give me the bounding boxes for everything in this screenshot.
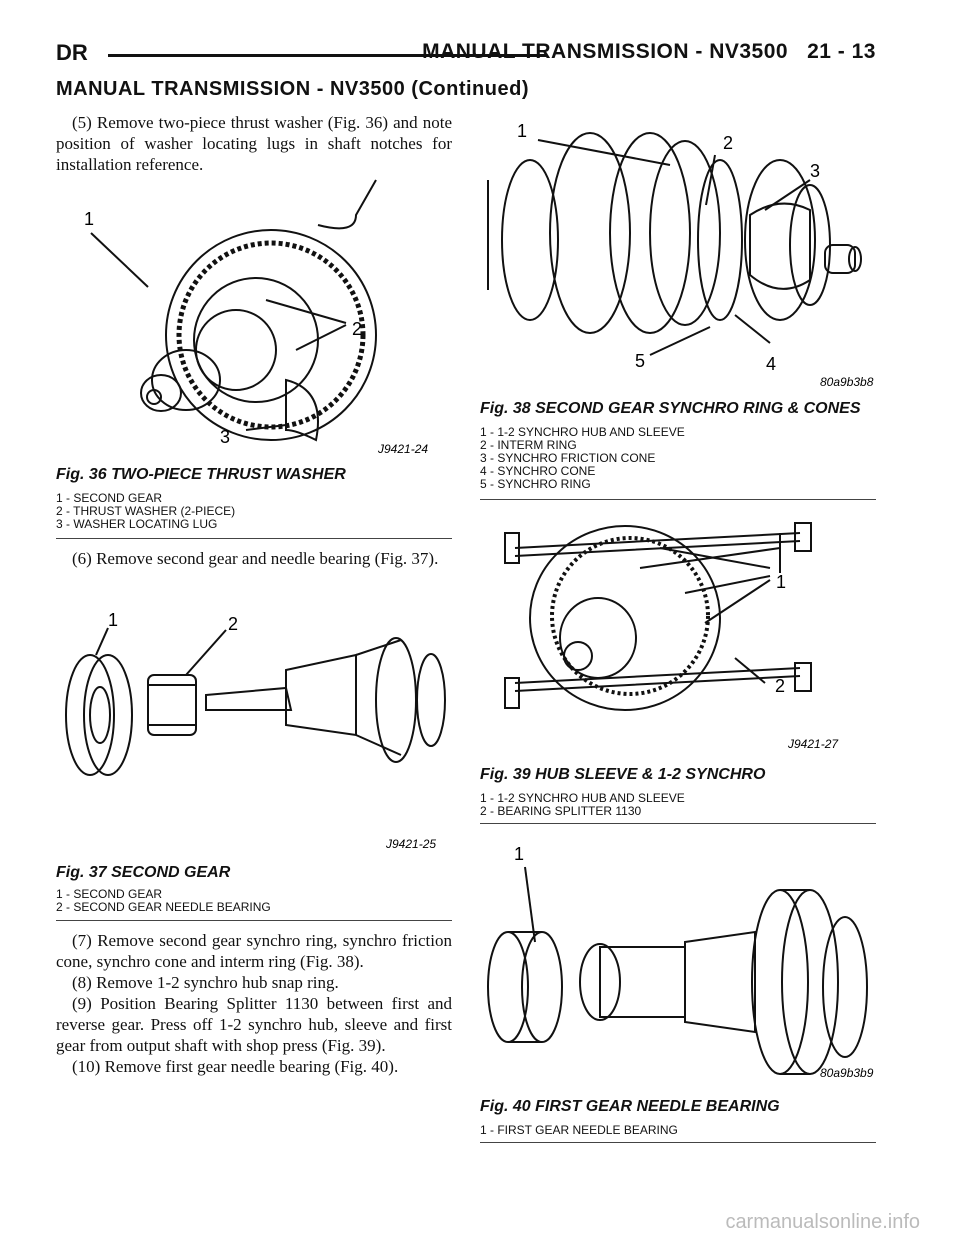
page-number: 21 - 13 — [807, 40, 876, 63]
divider — [480, 823, 876, 824]
legend-item: 2 - INTERM RING — [480, 438, 577, 452]
figure-39 — [480, 508, 876, 758]
legend-item: 1 - SECOND GEAR — [56, 491, 163, 505]
fig38-legend — [480, 426, 685, 491]
figure-40 — [480, 832, 876, 1087]
legend-item: 2 - THRUST WASHER (2-PIECE) — [56, 504, 236, 518]
section-title: MANUAL TRANSMISSION - NV3500 (Continued) — [56, 78, 529, 100]
legend-item: 2 - BEARING SPLITTER 1130 — [480, 804, 642, 818]
synchro-ring-illustration — [480, 105, 876, 395]
svg-text:J9421-24: J9421-24 — [378, 442, 429, 456]
svg-text:1: 1 — [514, 844, 525, 864]
divider — [480, 1142, 876, 1143]
fig37-caption: Fig. 37 SECOND GEAR — [56, 864, 231, 881]
divider — [56, 538, 452, 539]
fig37-legend — [56, 888, 271, 914]
svg-text:80a9b3b9: 80a9b3b9 — [820, 1066, 874, 1080]
svg-text:3: 3 — [220, 427, 231, 447]
second-gear-illustration — [56, 600, 452, 860]
figure-37 — [56, 600, 452, 860]
legend-item: 5 - SYNCHRO RING — [480, 477, 591, 491]
step-5: (5) Remove two-piece thrust washer (Fig. 36) and note position of washer locating lugs in shaft notches for installation reference. — [56, 113, 452, 174]
needle-bearing-illustration — [480, 832, 876, 1087]
fig40-legend — [480, 1124, 678, 1137]
step-9: (9) Position Bearing Splitter 1130 between first and reverse gear. Press off 1-2 synchro hub, sleeve and first gear from output shaft with shop press (Fig. 39). — [56, 994, 452, 1055]
svg-text:2: 2 — [352, 319, 363, 339]
thrust-washer-illustration — [56, 175, 452, 460]
bearing-splitter-illustration — [480, 508, 876, 758]
figure-36 — [56, 175, 452, 460]
legend-item: 3 - WASHER LOCATING LUG — [56, 517, 218, 531]
fig38-caption: Fig. 38 SECOND GEAR SYNCHRO RING & CONES — [480, 400, 861, 417]
fig36-legend — [56, 492, 235, 531]
fig39-caption: Fig. 39 HUB SLEEVE & 1-2 SYNCHRO — [480, 766, 766, 783]
divider — [480, 499, 876, 500]
legend-item: 1 - SECOND GEAR — [56, 887, 163, 901]
page-header — [56, 38, 876, 68]
svg-text:J9421-25: J9421-25 — [386, 837, 437, 851]
legend-item: 1 - 1-2 SYNCHRO HUB AND SLEEVE — [480, 791, 685, 805]
figure-38 — [480, 105, 876, 395]
legend-item: 4 - SYNCHRO CONE — [480, 464, 596, 478]
divider — [56, 920, 452, 921]
step-8: (8) Remove 1-2 synchro hub snap ring. — [72, 973, 339, 992]
step-7: (7) Remove second gear synchro ring, synchro friction cone, synchro cone and interm ring (Fig. 38). — [56, 931, 452, 971]
svg-text:2: 2 — [228, 614, 239, 634]
svg-text:1: 1 — [517, 121, 528, 141]
fig40-caption: Fig. 40 FIRST GEAR NEEDLE BEARING — [480, 1098, 780, 1115]
legend-item: 1 - FIRST GEAR NEEDLE BEARING — [480, 1123, 678, 1137]
svg-text:5: 5 — [635, 351, 646, 371]
legend-item: 3 - SYNCHRO FRICTION CONE — [480, 451, 656, 465]
svg-text:1: 1 — [84, 209, 95, 229]
watermark: carmanualsonline.info — [725, 1211, 920, 1233]
svg-text:3: 3 — [810, 161, 821, 181]
header-title: MANUAL TRANSMISSION - NV3500 21 - 13 — [422, 40, 876, 63]
svg-text:1: 1 — [108, 610, 119, 630]
legend-item: 2 - SECOND GEAR NEEDLE BEARING — [56, 900, 271, 914]
header-model-code: DR — [56, 40, 88, 65]
step-10: (10) Remove first gear needle bearing (Fig. 40). — [72, 1057, 399, 1076]
svg-text:J9421-27: J9421-27 — [788, 737, 839, 751]
svg-text:4: 4 — [766, 354, 777, 374]
svg-text:2: 2 — [723, 133, 734, 153]
svg-text:1: 1 — [776, 572, 787, 592]
legend-item: 1 - 1-2 SYNCHRO HUB AND SLEEVE — [480, 425, 685, 439]
svg-text:80a9b3b8: 80a9b3b8 — [820, 375, 874, 389]
svg-text:2: 2 — [775, 676, 786, 696]
steps-7-10 — [56, 930, 452, 1077]
fig39-legend — [480, 792, 685, 818]
fig36-caption: Fig. 36 TWO-PIECE THRUST WASHER — [56, 466, 346, 483]
step-6: (6) Remove second gear and needle bearing (Fig. 37). — [72, 549, 439, 568]
